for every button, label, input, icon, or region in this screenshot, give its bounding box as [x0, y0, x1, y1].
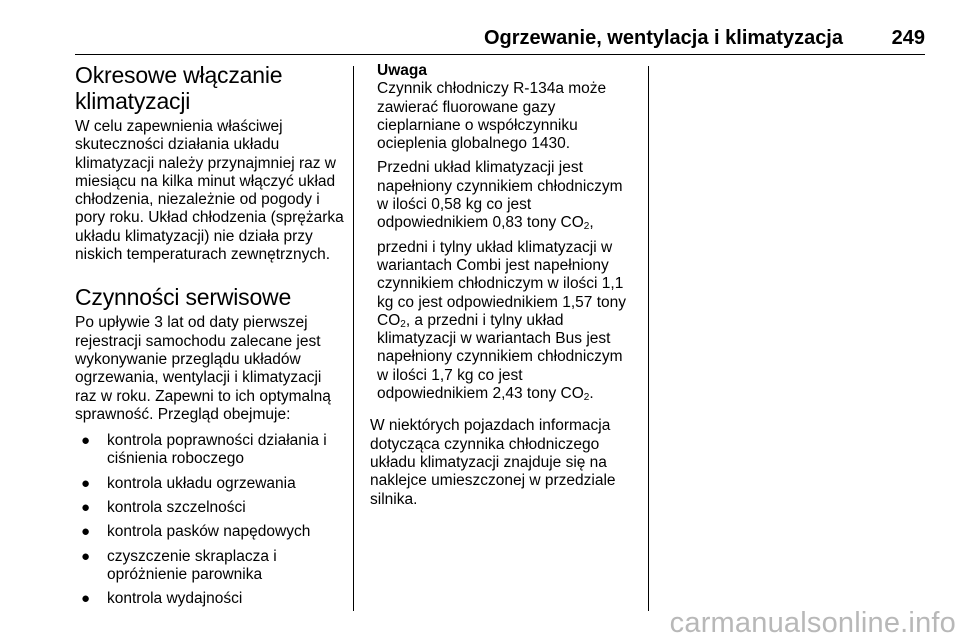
column-divider: [648, 66, 649, 611]
section-body-service: Po upływie 3 lat od daty pierwszej rejestracji samochodu zalecane jest wykonywanie przeglądu układów ogrzewania, wentylacji i klimatyzacji raz w roku. Zapewni to ich optymalną sprawność. Przegląd obejmuje:: [75, 314, 331, 423]
bullet-icon: ●: [81, 547, 91, 565]
section-heading-ac-periodic: Okresowe włączanie klimatyzacji: [75, 62, 283, 114]
bullet-icon: ●: [81, 499, 91, 517]
list-item: ● kontrola układu ogrzewania: [81, 474, 296, 492]
list-item: ● kontrola szczelności: [81, 499, 246, 517]
list-item: ● czyszczenie skraplacza i opróżnienie parownika: [81, 547, 277, 583]
note-title: Uwaga: [377, 62, 427, 79]
page-number: 249: [891, 27, 925, 49]
list-item: ● kontrola wydajności: [81, 590, 243, 608]
note-paragraph: Czynnik chłodniczy R-134a może zawierać fluorowane gazy cieplarniane o współczynniku ocieplenia globalnego 1430.: [377, 80, 607, 153]
note-box: [370, 62, 638, 403]
list-item: ● kontrola poprawności działania i ciśnienia roboczego: [81, 432, 327, 468]
bullet-icon: ●: [81, 432, 91, 450]
list-item: ● kontrola pasków napędowych: [81, 523, 311, 541]
bullet-icon: ●: [81, 590, 91, 608]
note-paragraph: Przedni układ klimatyzacji jest napełniony czynnikiem chłodniczym w ilości 0,58 kg co jest odpowiednikiem 0,83 tony $CO_2$,: [377, 159, 623, 233]
section-body-ac-periodic: W celu zapewnienia właściwej skuteczności działania układu klimatyzacji należy przynajmniej raz w miesiącu na kilka minut włączyć układ chłodzenia, niezależnie od pogody i pory roku. Układ chłodzenia (sprężarka układu klimatyzacji) nie działa przy niskich temperaturach zewnętrznych.: [75, 118, 344, 264]
watermark: carmanualsonline.info: [669, 607, 956, 639]
middle-column: [370, 62, 638, 509]
column-divider: [353, 66, 354, 611]
section-heading-service: Czynności serwisowe: [75, 284, 292, 311]
bullet-icon: ●: [81, 474, 91, 492]
bullet-icon: ●: [81, 523, 91, 541]
header-title: Ogrzewanie, wentylacja i klimatyzacja: [483, 27, 843, 49]
service-checklist: [75, 432, 347, 608]
note-paragraph: przedni i tylny układ klimatyzacji w wariantach Combi jest napełniony czynnikiem chłodniczym w ilości 1,1 kg co jest odpowiednikiem 1,57 tony $CO_2$, a przedni i tylny układ klimatyzacji w wariantach Bus jest napełniony czynnikiem chłodniczym w ilości 1,7 kg co jest odpowiednikiem 2,43 tony $CO_2$.: [377, 238, 627, 404]
refrigerant-label-info: W niektórych pojazdach informacja dotycząca czynnika chłodniczego układu klimatyzacji znajduje się na naklejce umieszczonej w przedziale silnika.: [370, 417, 616, 508]
left-column: [75, 62, 347, 615]
page-header: [75, 24, 925, 55]
